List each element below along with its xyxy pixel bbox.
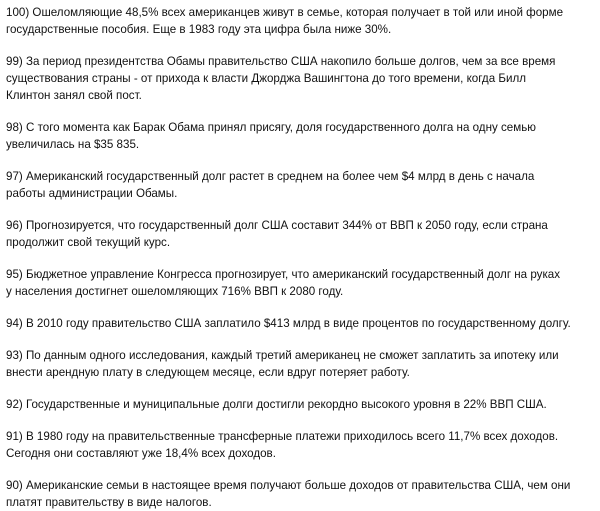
fact-92 [6,396,592,413]
fact-95 [6,266,592,300]
fact-line: 100) Ошеломляющие 48,5% всех американцев живут в семье, которая получает в той или иной форме [6,6,564,19]
fact-line: 91) В 1980 году на правительственные трансферные платежи приходилось всего 11,7% всех доходов. [6,430,559,443]
fact-line: работы администрации Обамы. [6,187,178,200]
fact-line: у населения достигнет ошеломляющих 716% ВВП к 2080 году. [6,285,344,298]
fact-98 [6,119,592,153]
fact-line: 92) Государственные и муниципальные долги достигли рекордно высокого уровня в 22% ВВП США. [6,398,547,411]
fact-line: Клинтон занял свой пост. [6,89,142,102]
fact-94 [6,315,592,332]
fact-line: 95) Бюджетное управление Конгресса прогнозирует, что американский государственный долг на руках [6,268,561,281]
fact-99 [6,53,592,104]
fact-91 [6,428,592,462]
fact-96 [6,217,592,251]
fact-line: продолжит свой текущий курс. [6,236,171,249]
fact-line: 97) Американский государственный долг растет в среднем на более чем $4 млрд в день с начала [6,170,535,183]
fact-line: внести арендную плату в следующем месяце, если вдруг потеряет работу. [6,366,410,379]
fact-97 [6,168,592,202]
fact-line: 96) Прогнозируется, что государственный долг США составит 344% от ВВП к 2050 году, если страна [6,219,548,232]
fact-93 [6,347,592,381]
fact-90 [6,477,592,511]
fact-line: 94) В 2010 году правительство США заплатило $413 млрд в виде процентов по государственному долгу. [6,317,571,330]
fact-line: 98) С того момента как Барак Обама принял присягу, доля государственного долга на одну семью [6,121,536,134]
fact-100 [6,4,592,38]
fact-line: увеличилась на $35 835. [6,138,140,151]
fact-line: государственные пособия. Еще в 1983 году эта цифра была ниже 30%. [6,23,392,36]
fact-line: 90) Американские семьи в настоящее время получают больше доходов от правительства США, чем они [6,479,571,492]
fact-line: существования страны - от прихода к власти Джорджа Вашингтона до того времени, когда Билл [6,72,526,85]
fact-line: 93) По данным одного исследования, каждый третий американец не сможет заплатить за ипотеку или [6,349,559,362]
fact-line: Сегодня они составляют уже 18,4% всех доходов. [6,447,276,460]
fact-line: платят правительству в виде налогов. [6,496,212,509]
fact-line: 99) За период президентства Обамы правительство США накопило больше долгов, чем за все время [6,55,556,68]
